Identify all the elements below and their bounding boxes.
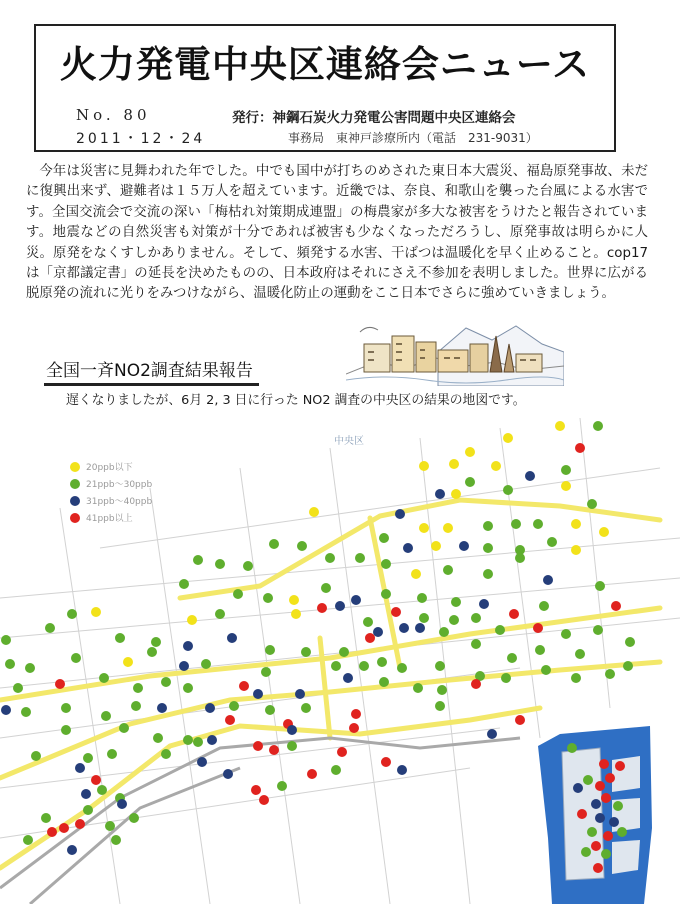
- measurement-point: [183, 641, 193, 651]
- measurement-point: [131, 701, 141, 711]
- measurement-point: [61, 725, 71, 735]
- measurement-point: [179, 579, 189, 589]
- measurement-point: [325, 553, 335, 563]
- measurement-point: [223, 769, 233, 779]
- measurement-point: [351, 709, 361, 719]
- measurement-point: [129, 813, 139, 823]
- measurement-point: [601, 849, 611, 859]
- measurement-point: [561, 629, 571, 639]
- legend-label: 41ppb以上: [86, 514, 133, 524]
- section-heading: 全国一斉NO2調査結果報告: [44, 356, 259, 386]
- measurement-point: [193, 555, 203, 565]
- measurement-point: [419, 461, 429, 471]
- district-label: 中央区: [334, 436, 364, 447]
- measurement-point: [595, 813, 605, 823]
- measurement-point: [201, 659, 211, 669]
- measurement-point: [309, 507, 319, 517]
- measurement-point: [265, 645, 275, 655]
- measurement-point: [301, 703, 311, 713]
- measurement-point: [21, 707, 31, 717]
- measurement-point: [355, 553, 365, 563]
- measurement-point: [617, 827, 627, 837]
- measurement-point: [67, 609, 77, 619]
- measurement-point: [259, 795, 269, 805]
- measurement-point: [599, 759, 609, 769]
- measurement-point: [71, 653, 81, 663]
- measurement-point: [623, 661, 633, 671]
- issue-number: No. 80: [76, 106, 151, 124]
- measurement-point: [587, 499, 597, 509]
- measurement-point: [471, 679, 481, 689]
- measurement-point: [117, 799, 127, 809]
- legend-item: [70, 475, 152, 492]
- measurement-point: [591, 799, 601, 809]
- measurement-point: [583, 775, 593, 785]
- measurement-point: [603, 831, 613, 841]
- measurement-point: [331, 765, 341, 775]
- measurement-point: [183, 735, 193, 745]
- measurement-point: [495, 625, 505, 635]
- measurement-point: [377, 657, 387, 667]
- measurement-point: [581, 847, 591, 857]
- measurement-point: [227, 633, 237, 643]
- measurement-point: [13, 683, 23, 693]
- measurement-point: [417, 593, 427, 603]
- measurement-point: [193, 737, 203, 747]
- measurement-point: [561, 481, 571, 491]
- measurement-point: [91, 775, 101, 785]
- legend-swatch: [70, 513, 80, 523]
- measurement-point: [535, 645, 545, 655]
- measurement-point: [91, 607, 101, 617]
- measurement-point: [107, 749, 117, 759]
- measurement-point: [379, 677, 389, 687]
- measurement-point: [83, 805, 93, 815]
- measurement-point: [373, 627, 383, 637]
- measurement-point: [269, 745, 279, 755]
- measurement-point: [183, 683, 193, 693]
- measurement-point: [415, 623, 425, 633]
- measurement-point: [179, 661, 189, 671]
- measurement-point: [269, 539, 279, 549]
- measurement-point: [571, 673, 581, 683]
- measurement-point: [287, 725, 297, 735]
- measurement-point: [1, 705, 11, 715]
- measurement-point: [67, 845, 77, 855]
- measurement-point: [301, 647, 311, 657]
- measurement-point: [571, 545, 581, 555]
- measurement-point: [575, 443, 585, 453]
- legend-label: 31ppb〜40ppb: [86, 497, 153, 507]
- measurement-point: [225, 715, 235, 725]
- measurement-point: [419, 613, 429, 623]
- measurement-point: [233, 589, 243, 599]
- legend-item: [70, 509, 152, 526]
- measurement-point: [153, 733, 163, 743]
- office-line: 事務局 東神戸診療所内（電話 231-9031）: [288, 131, 538, 145]
- measurement-point: [101, 711, 111, 721]
- measurement-point: [479, 599, 489, 609]
- measurement-point: [449, 459, 459, 469]
- measurement-point: [243, 561, 253, 571]
- measurement-point: [561, 465, 571, 475]
- measurement-point: [605, 773, 615, 783]
- measurement-point: [593, 863, 603, 873]
- measurement-point: [625, 637, 635, 647]
- measurement-point: [611, 601, 621, 611]
- measurement-point: [541, 665, 551, 675]
- measurement-point: [483, 569, 493, 579]
- legend-swatch: [70, 496, 80, 506]
- masthead: [34, 24, 616, 152]
- measurement-point: [547, 537, 557, 547]
- measurement-point: [161, 749, 171, 759]
- measurement-point: [25, 663, 35, 673]
- measurement-point: [471, 613, 481, 623]
- measurement-point: [5, 659, 15, 669]
- measurement-point: [511, 519, 521, 529]
- measurement-point: [295, 689, 305, 699]
- measurement-point: [239, 681, 249, 691]
- measurement-point: [539, 601, 549, 611]
- measurement-point: [507, 653, 517, 663]
- measurement-point: [215, 559, 225, 569]
- measurement-point: [543, 575, 553, 585]
- legend-label: 20ppb以下: [86, 463, 133, 473]
- measurement-point: [443, 523, 453, 533]
- measurement-point: [161, 677, 171, 687]
- measurement-point: [397, 663, 407, 673]
- measurement-point: [343, 673, 353, 683]
- measurement-point: [349, 723, 359, 733]
- measurement-point: [81, 789, 91, 799]
- measurement-point: [615, 761, 625, 771]
- measurement-point: [567, 743, 577, 753]
- measurement-point: [397, 765, 407, 775]
- legend-item: [70, 458, 152, 475]
- measurement-point: [587, 827, 597, 837]
- measurement-point: [487, 729, 497, 739]
- measurement-point: [437, 685, 447, 695]
- measurement-point: [491, 461, 501, 471]
- port-water: [538, 726, 652, 904]
- measurement-point: [297, 541, 307, 551]
- measurement-point: [359, 661, 369, 671]
- measurement-point: [605, 669, 615, 679]
- measurement-point: [251, 785, 261, 795]
- measurement-point: [23, 835, 33, 845]
- measurement-point: [75, 763, 85, 773]
- measurement-point: [399, 623, 409, 633]
- measurement-point: [263, 593, 273, 603]
- measurement-point: [123, 657, 133, 667]
- issue-date: 2011・12・24: [76, 131, 206, 147]
- measurement-point: [363, 617, 373, 627]
- measurement-point: [41, 813, 51, 823]
- measurement-point: [31, 751, 41, 761]
- measurement-point: [381, 559, 391, 569]
- measurement-point: [575, 649, 585, 659]
- measurement-point: [207, 735, 217, 745]
- measurement-point: [111, 835, 121, 845]
- measurement-point: [287, 741, 297, 751]
- measurement-point: [265, 705, 275, 715]
- measurement-point: [55, 679, 65, 689]
- measurement-point: [555, 421, 565, 431]
- measurement-point: [261, 667, 271, 677]
- measurement-point: [503, 485, 513, 495]
- legend-label: 21ppb〜30ppb: [86, 480, 153, 490]
- measurement-point: [413, 683, 423, 693]
- legend-item: [70, 492, 152, 509]
- measurement-point: [215, 609, 225, 619]
- measurement-point: [1, 635, 11, 645]
- measurement-point: [47, 827, 57, 837]
- measurement-point: [449, 615, 459, 625]
- measurement-point: [59, 823, 69, 833]
- measurement-point: [151, 637, 161, 647]
- measurement-point: [205, 703, 215, 713]
- measurement-point: [465, 477, 475, 487]
- measurement-point: [105, 821, 115, 831]
- measurement-point: [289, 595, 299, 605]
- town-sketch-illustration: [346, 322, 564, 386]
- measurement-point: [613, 801, 623, 811]
- measurement-point: [525, 471, 535, 481]
- measurement-point: [443, 565, 453, 575]
- measurement-point: [533, 519, 543, 529]
- measurement-point: [593, 625, 603, 635]
- measurement-point: [591, 841, 601, 851]
- measurement-point: [483, 521, 493, 531]
- measurement-point: [379, 533, 389, 543]
- measurement-point: [351, 595, 361, 605]
- measurement-point: [321, 583, 331, 593]
- measurement-point: [515, 553, 525, 563]
- measurement-point: [451, 597, 461, 607]
- measurement-point: [147, 647, 157, 657]
- measurement-point: [381, 589, 391, 599]
- measurement-point: [483, 543, 493, 553]
- measurement-point: [571, 519, 581, 529]
- measurement-point: [501, 673, 511, 683]
- measurement-point: [337, 747, 347, 757]
- measurement-point: [339, 647, 349, 657]
- measurement-point: [75, 819, 85, 829]
- measurement-point: [471, 639, 481, 649]
- measurement-point: [403, 543, 413, 553]
- measurement-point: [331, 661, 341, 671]
- measurement-point: [395, 509, 405, 519]
- measurement-point: [595, 581, 605, 591]
- legend-swatch: [70, 479, 80, 489]
- measurement-point: [451, 489, 461, 499]
- measurement-point: [99, 673, 109, 683]
- measurement-point: [335, 601, 345, 611]
- map-legend: [70, 458, 152, 526]
- measurement-point: [411, 569, 421, 579]
- measurement-point: [601, 793, 611, 803]
- measurement-point: [419, 523, 429, 533]
- measurement-point: [595, 781, 605, 791]
- measurement-point: [465, 447, 475, 457]
- section-intro: 遅くなりましたが、6月 2, 3 日に行った NO2 調査の中央区の結果の地図です。: [66, 393, 526, 408]
- measurement-point: [431, 541, 441, 551]
- measurement-point: [317, 603, 327, 613]
- measurement-point: [515, 715, 525, 725]
- measurement-point: [253, 741, 263, 751]
- measurement-point: [609, 817, 619, 827]
- measurement-point: [381, 757, 391, 767]
- measurement-point: [365, 633, 375, 643]
- measurement-point: [307, 769, 317, 779]
- legend-swatch: [70, 462, 80, 472]
- measurement-point: [593, 421, 603, 431]
- measurement-point: [253, 689, 263, 699]
- measurement-point: [97, 785, 107, 795]
- measurement-point: [503, 433, 513, 443]
- measurement-point: [533, 623, 543, 633]
- measurement-point: [391, 607, 401, 617]
- measurement-point: [133, 683, 143, 693]
- measurement-point: [229, 701, 239, 711]
- measurement-point: [291, 609, 301, 619]
- measurement-point: [435, 701, 445, 711]
- measurement-point: [83, 753, 93, 763]
- measurement-point: [187, 615, 197, 625]
- article-body: 今年は災害に見舞われた年でした。中でも国中が打ちのめされた東日本大震災、福島原発事故、未だに復興出来ず、避難者は１５万人を超えています。近畿では、奈良、和歌山を襲った台風による水害です。全国交流会で交流の深い「梅枯れ対策期成連盟」の梅農家が多大な被害をうけたと報告されています。地震などの自然災害も対策が十分であれば被害も少なくなっただろうし、原発事故は明らかに人災。原発をなくすしかありません。そして、頻発する水害、干ばつは温暖化を早く止めること。cop17 は「京都議定書」の延長を決めたものの、日本政府はそれにさえ不参加を表明しました。世界に広がる脱原発の流れに光りをみつけながら、温暖化防止の運動をここ日本でさらに強めていきましょう。: [26, 164, 648, 302]
- measurement-point: [435, 489, 445, 499]
- measurement-point: [435, 661, 445, 671]
- measurement-point: [61, 703, 71, 713]
- measurement-point: [157, 703, 167, 713]
- measurement-point: [459, 541, 469, 551]
- measurement-point: [439, 627, 449, 637]
- newsletter-title: 火力発電中央区連絡会ニュース: [59, 43, 591, 86]
- measurement-point: [197, 757, 207, 767]
- measurement-point: [115, 633, 125, 643]
- measurement-point: [599, 527, 609, 537]
- measurement-point: [573, 783, 583, 793]
- measurement-point: [45, 623, 55, 633]
- publisher-line: 発行：神鋼石炭火力発電公害問題中央区連絡会: [232, 110, 516, 126]
- measurement-point: [277, 781, 287, 791]
- measurement-point: [509, 609, 519, 619]
- measurement-point: [119, 723, 129, 733]
- measurement-point: [577, 809, 587, 819]
